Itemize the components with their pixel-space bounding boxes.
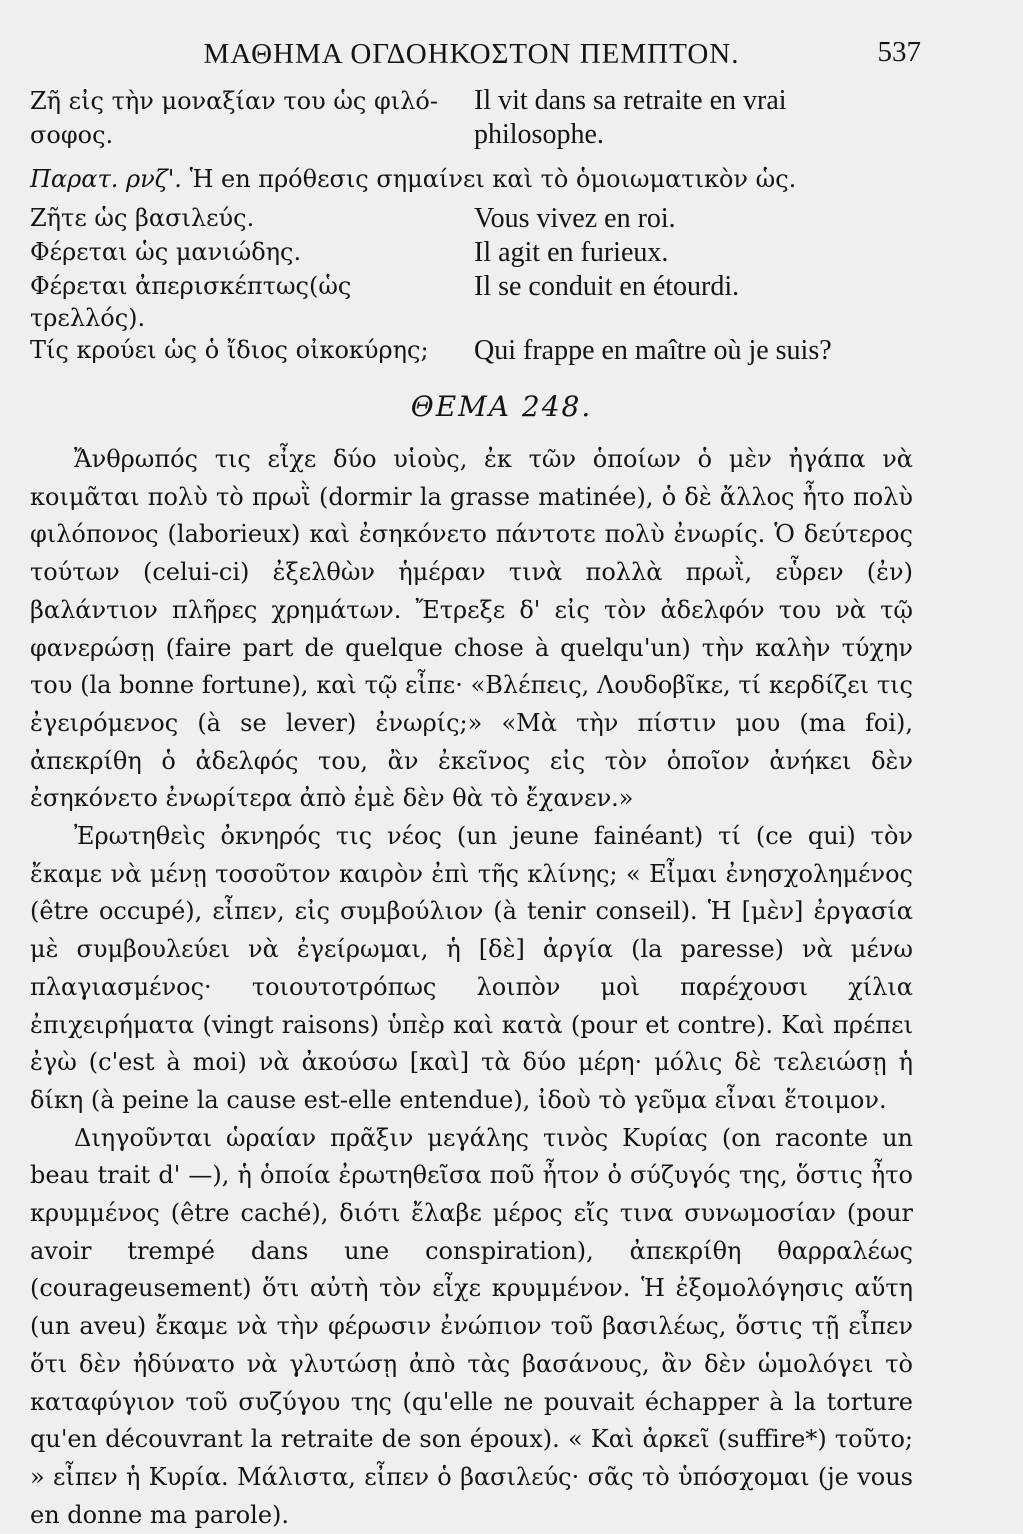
exercise-paragraph: Διηγοῦνται ὡραίαν πρᾶξιν μεγάλης τινὸς Κυρίας (on raconte un beau trait d' —), ἡ ὁποία ἐρωτηθεῖσα ποῦ ἦτον ὁ σύζυγός της, ὅστις ἦτο κρυμμένος (être caché), διότι ἔλαβε μέρος εἴς τινα συνωμοσίαν (pour avoir trempé dans une conspiration), ἀπεκρίθη θαρραλέως (courageusement) ὅτι αὐτὴ τὸν εἶχε κρυμμένον. Ἡ ἐξομολόγησις αὕτη (un aveu) ἔκαμε νὰ τὴν φέρωσιν ἐνώπιον τοῦ βασιλέως, ὅστις τῇ εἶπεν ὅτι δὲν ἠδύνατο νὰ γλυτώσῃ ἀπὸ τὰς βασάνους, ἂν δὲν ὡμολόγει τὸ καταφύγιον τοῦ συζύγου της (qu'elle ne pouvait échapper à la torture qu'en découvrant la retraite de son époux). « Καὶ ἀρκεῖ (suffire*) τοῦτο; » εἶπεν ἡ Κυρία. Μάλιστα, εἶπεν ὁ βασιλεύς· σᾶς τὸ ὑπόσχομαι (je vous en donne ma parole). — [30, 1123, 913, 1529]
intro-french-sentence: Il vit dans sa retraite en vrai philosophe. — [474, 85, 787, 150]
example-greek: Τίς κρούει ὡς ὁ ἴδιος οἰκοκύρης; — [30, 336, 429, 364]
intro-greek-sentence: Ζῆ εἰς τὴν μοναξίαν του ὡς φιλό-σοφος. — [30, 87, 438, 149]
remark-text: Ἡ en πρόθεσις σημαίνει καὶ τὸ ὁμοιωματικὸν ὡς. — [189, 165, 797, 193]
page-number: 537 — [877, 36, 921, 68]
example-greek: Ζῆτε ὡς βασιλεύς. — [30, 204, 255, 232]
example-french: Il agit en furieux. — [474, 237, 669, 268]
example-french: Vous vivez en roi. — [474, 203, 676, 234]
exercise-heading: ΘΕΜΑ 248. — [410, 390, 593, 423]
example-greek: Φέρεται ὡς μανιώδης. — [30, 238, 302, 266]
example-pair — [30, 270, 913, 334]
example-list — [30, 202, 913, 368]
example-french: Qui frappe en maître où je suis? — [474, 335, 832, 366]
example-french: Il se conduit en étourdi. — [474, 271, 740, 302]
example-greek: Φέρεται ἀπερισκέπτως(ὡς τρελλός). — [30, 272, 352, 332]
running-title: ΜΑΘΗΜΑ ΟΓΔΟΗΚΟΣΤΟΝ ΠΕΜΠΤΟΝ. — [203, 38, 740, 70]
example-pair — [30, 334, 913, 368]
exercise-paragraph: Ἐρωτηθεὶς ὀκνηρός τις νέος (un jeune fainéant) τί (ce qui) τὸν ἔκαμε νὰ μένῃ τοσοῦτον καιρὸν ἐπὶ τῆς κλίνης; « Εἶμαι ἐνησχολημένος (être occupé), εἶπεν, εἰς συμβούλιον (à tenir conseil). Ἡ [μὲν] ἐργασία μὲ συμβουλεύει νὰ ἐγείρωμαι, ἡ [δὲ] ἀργία (la paresse) νὰ μένω πλαγιασμένος· τοιουτοτρόπως λοιπὸν μοὶ παρέχουσι χίλια ἐπιχειρήματα (vingt raisons) ὑπὲρ καὶ κατὰ (pour et contre). Καὶ πρέπει ἐγὼ (c'est à moi) νὰ ἀκούσω [καὶ] τὰ δύο μέρη· μόλις δὲ τελειώσῃ ἡ δίκη (à peine la cause est-elle entendue), ἰδοὺ τὸ γεῦμα εἶναι ἕτοιμον. — [30, 822, 913, 1114]
remark-reference: Παρατ. ρνζ'. — [30, 165, 182, 193]
example-pair — [30, 202, 913, 236]
grammar-remark — [30, 162, 913, 196]
example-pair — [30, 236, 913, 270]
intro-translation-pair — [30, 84, 913, 152]
running-head — [30, 32, 921, 84]
exercise-paragraph: Ἄνθρωπός τις εἶχε δύο υἱοὺς, ἐκ τῶν ὁποίων ὁ μὲν ἠγάπα νὰ κοιμᾶται πολὺ τὸ πρωῒ (dormir la grasse matinée), ὁ δὲ ἄλλος ἦτο πολὺ φιλόπονος (laborieux) καὶ ἐσηκόνετο πάντοτε πολὺ ἐνωρίς. Ὁ δεύτερος τούτων (celui-ci) ἐξελθὼν ἡμέραν τινὰ πολλὰ πρωῒ, εὗρεν (ἐν) βαλάντιον πλῆρες χρημάτων. Ἔτρεξε δ' εἰς τὸν ἀδελφόν του νὰ τῷ φανερώσῃ (faire part de quelque chose à quelqu'un) τὴν καλὴν τύχην του (la bonne fortune), καὶ τῷ εἶπε· «Βλέπεις, Λουδοβῖκε, τί κερδίζει τις ἐγειρόμενος (à se lever) ἐνωρίς;» «Μὰ τὴν πίστιν μου (ma foi), ἀπεκρίθη ὁ ἀδελφός του, ἂν ἐκεῖνος εἰς τὸν ὁποῖον ἀνήκει δὲν ἐσηκόνετο ἐνωρίτερα ἀπὸ ἐμὲ δὲν θὰ τὸ ἔχανεν.» — [30, 445, 913, 813]
